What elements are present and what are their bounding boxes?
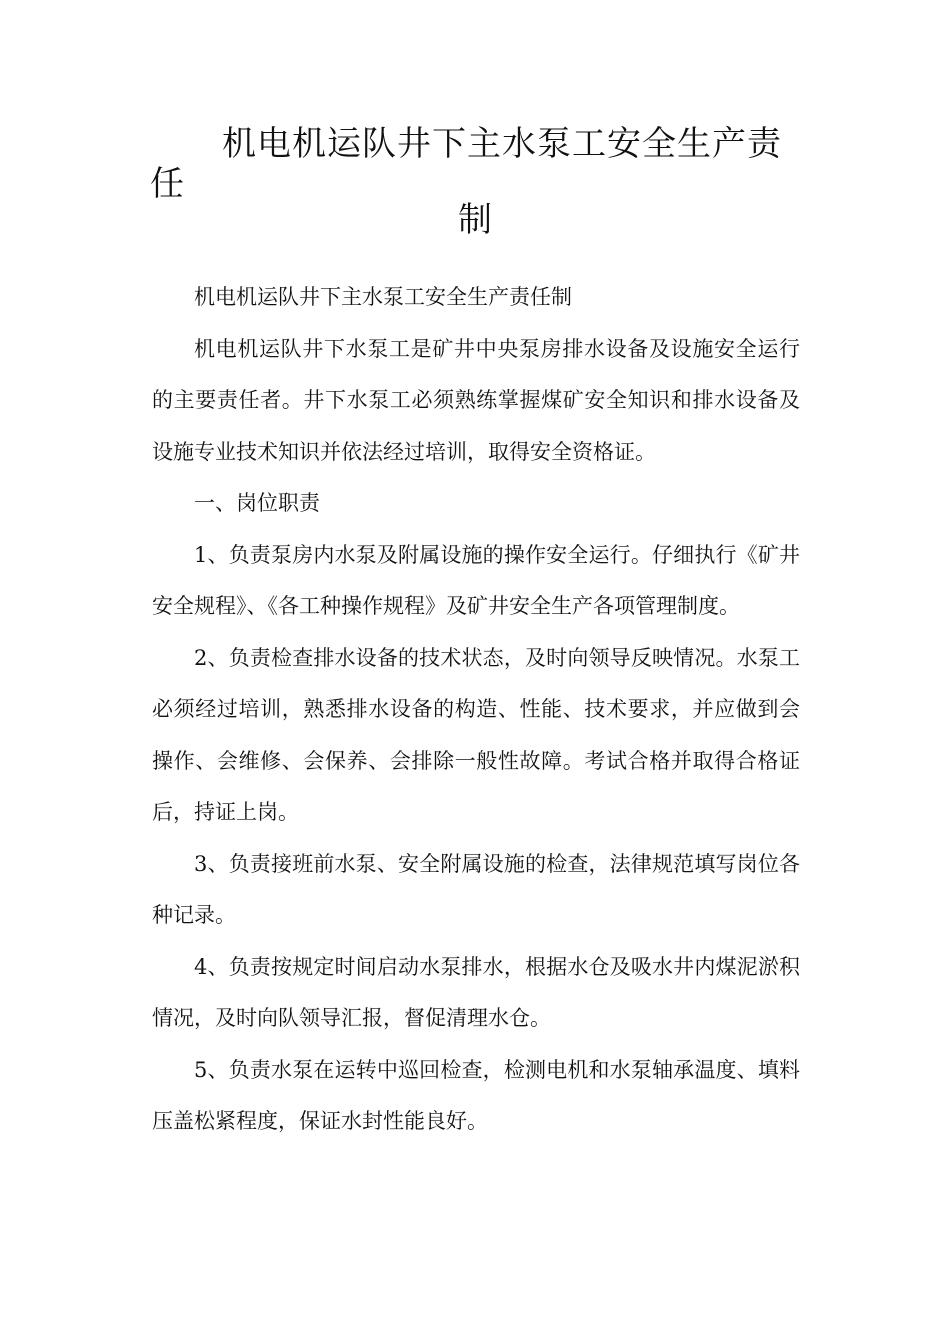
- document-title-line-1: 机电机运队井下主水泵工安全生产责任: [150, 124, 782, 204]
- duty-item-2: 2、负责检查排水设备的技术状态，及时向领导反映情况。水泵工必须经过培训，熟悉排水设备的构造、性能、技术要求，并应做到会操作、会维修、会保养、会排除一般性故障。考试合格并取得合格证后，持证上岗。: [152, 645, 800, 824]
- duty-item-1: 1、负责泵房内水泵及附属设施的操作安全运行。仔细执行《矿井安全规程》、《各工种操作规程》及矿井安全生产各项管理制度。: [152, 542, 800, 618]
- document-body: [152, 272, 800, 1148]
- duty-item-5: 5、负责水泵在运转中巡回检查，检测电机和水泵轴承温度、填料压盖松紧程度，保证水封性能良好。: [152, 1057, 800, 1133]
- duty-item-4: 4、负责按规定时间启动水泵排水，根据水仓及吸水井内煤泥淤积情况，及时向队领导汇报，督促清理水仓。: [152, 954, 800, 1030]
- intro-paragraph: 机电机运队井下水泵工是矿井中央泵房排水设备及设施安全运行的主要责任者。井下水泵工必须熟练掌握煤矿安全知识和排水设备及设施专业技术知识并依法经过培训，取得安全资格证。: [152, 336, 800, 464]
- section-heading: 一、岗位职责: [194, 491, 320, 515]
- duty-item-3: 3、负责接班前水泵、安全附属设施的检查，法律规范填写岗位各种记录。: [152, 851, 800, 927]
- subtitle-paragraph: 机电机运队井下主水泵工安全生产责任制: [194, 285, 572, 309]
- document-title-line-2: 制: [458, 200, 492, 240]
